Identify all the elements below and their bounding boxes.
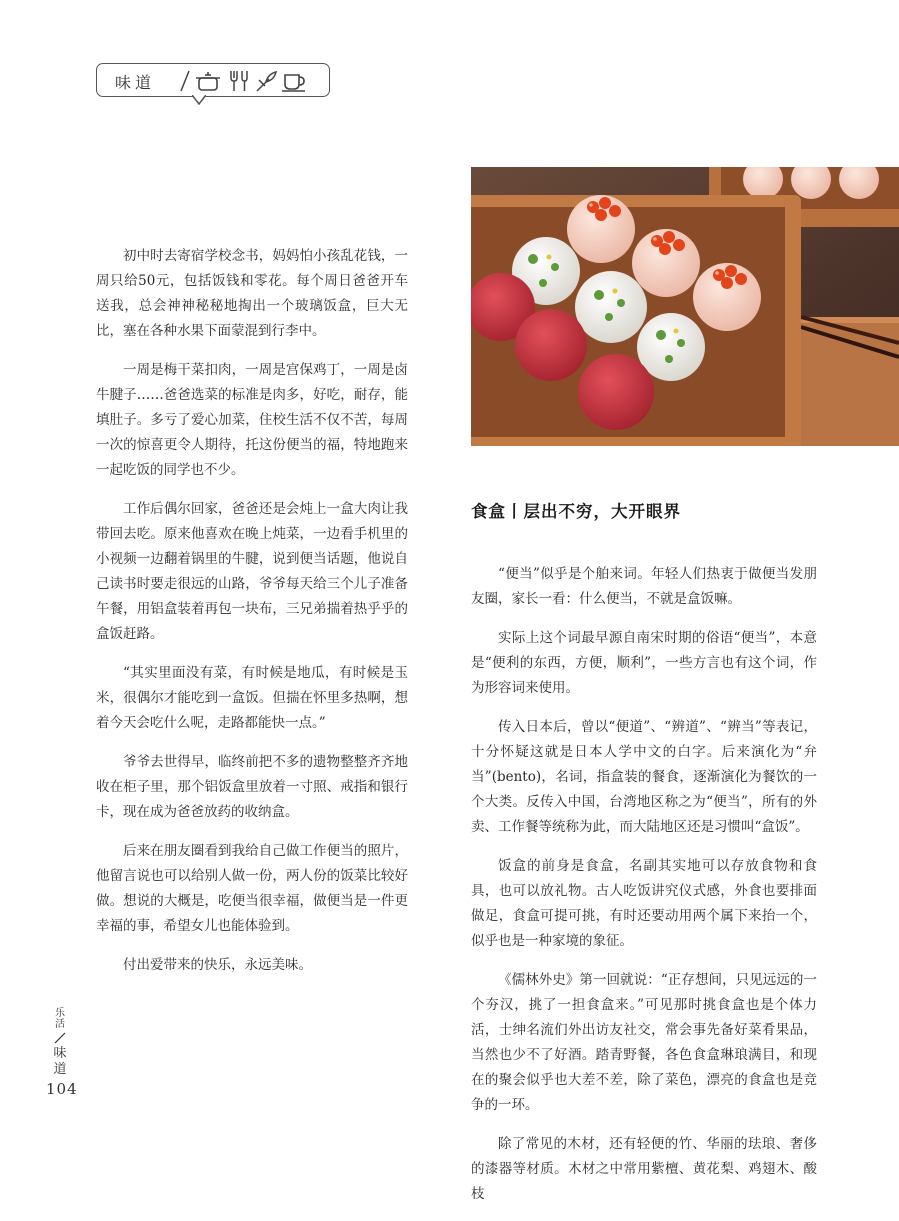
paragraph: “其实里面没有菜，有时候是地瓜，有时候是玉米，很偶尔才能吃到一盒饭。但揣在怀里多热啊，想着今天会吃什么呢，走路都能快一点。”: [96, 665, 408, 731]
paragraph: “便当”似乎是个舶来词。年轻人们热衷于做便当发朋友圈，家长一看：什么便当，不就是盒饭嘛。: [471, 566, 817, 607]
tag-pointer: [192, 95, 206, 105]
paragraph: 付出爱带来的快乐，永远美味。: [123, 957, 312, 973]
section-2-label: 味 道: [53, 1046, 67, 1077]
section-tag: [96, 63, 330, 97]
section-tag-label: 味道: [115, 73, 156, 92]
paragraph: 除了常见的木材，还有轻便的竹、华丽的珐琅、奢侈的漆器等材质。木材之中常用紫檀、黄花梨、鸡翅木、酸枝: [471, 1136, 817, 1202]
paragraph: 实际上这个词最早源自南宋时期的俗语“便当”，本意是“便利的东西，方便，顺利”，一些方言也有这个词，作为形容词来使用。: [471, 630, 817, 696]
paragraph: 后来在朋友圈看到我给自己做工作便当的照片，他留言说也可以给别人做一份，两人份的饭菜比较好做。想说的大概是，吃便当很幸福，做便当是一件更幸福的事，希望女儿也能体验到。: [96, 843, 408, 934]
page-number: 104: [46, 1080, 78, 1098]
paragraph: 初中时去寄宿学校念书，妈妈怕小孩乱花钱，一周只给50元，包括饭钱和零花。每个周日爸爸开车送我，总会神神秘秘地掏出一个玻璃饭盒，巨大无比，塞在各种水果下面蒙混到行李中。: [96, 248, 408, 339]
slash-icon: [53, 1032, 67, 1044]
paragraph: 《儒林外史》第一回就说：“正存想间，只见远远的一个夯汉，挑了一担食盒来。”可见那时挑食盒也是个体力活，士绅名流们外出访友社交，常会事先备好菜肴果品，当然也少不了好酒。踏青野餐，各色食盒琳琅满目，和现在的聚会似乎也大差不差，除了菜色，漂亮的食盒也是竞争的一环。: [471, 972, 817, 1113]
paragraph: 一周是梅干菜扣肉，一周是宫保鸡丁，一周是卤牛腱子……爸爸选菜的标准是肉多，好吃，耐存，能填肚子。多亏了爱心加菜，住校生活不仅不苦，每周一次的惊喜更令人期待，托这份便当的福，特地跑来一起吃饭的同学也不少。: [96, 362, 408, 478]
left-column: [96, 244, 408, 992]
bento-photo: [471, 167, 899, 446]
section-title: 食盒丨层出不穷，大开眼界: [471, 502, 681, 521]
section-1-label: 乐 活: [55, 1008, 65, 1030]
whisk-icon: [257, 72, 276, 91]
paragraph: 饭盒的前身是食盒，名副其实地可以存放食物和食具，也可以放礼物。古人吃饭讲究仪式感，外食也要排面做足，食盒可提可挑，有时还要动用两个属下来抬一个，似乎也是一种家境的象征。: [471, 858, 817, 949]
fork-icon: [231, 71, 247, 91]
pot-icon: [196, 72, 220, 90]
cup-icon: [282, 75, 305, 91]
side-section-mark: [50, 1008, 70, 1078]
tag-icons: [169, 67, 329, 95]
right-column: [471, 562, 817, 1221]
paragraph: 爷爷去世得早，临终前把不多的遗物整整齐齐地收在柜子里，那个铝饭盒里放着一寸照、戒指和银行卡，现在成为爸爸放药的收纳盒。: [96, 754, 408, 820]
paragraph: 传入日本后，曾以“便道”、“辨道”、“辨当”等表记，十分怀疑这就是日本人学中文的白字。后来演化为“弁当”(bento)，名词，指盒装的餐食，逐渐演化为餐饮的一个大类。反传入中国，台湾地区称之为“便当”，所有的外卖、工作餐等统称为此，而大陆地区还是习惯叫“盒饭”。: [471, 719, 817, 835]
slash-divider-icon: [181, 71, 189, 91]
paragraph: 工作后偶尔回家，爸爸还是会炖上一盒大肉让我带回去吃。原来他喜欢在晚上炖菜，一边看手机里的小视频一边翻着锅里的牛腱，说到便当话题，他说自己读书时要走很远的山路，爷爷每天给三个儿子准备午餐，用铝盒装着再包一块布，三兄弟揣着热乎乎的盒饭赶路。: [96, 501, 408, 642]
